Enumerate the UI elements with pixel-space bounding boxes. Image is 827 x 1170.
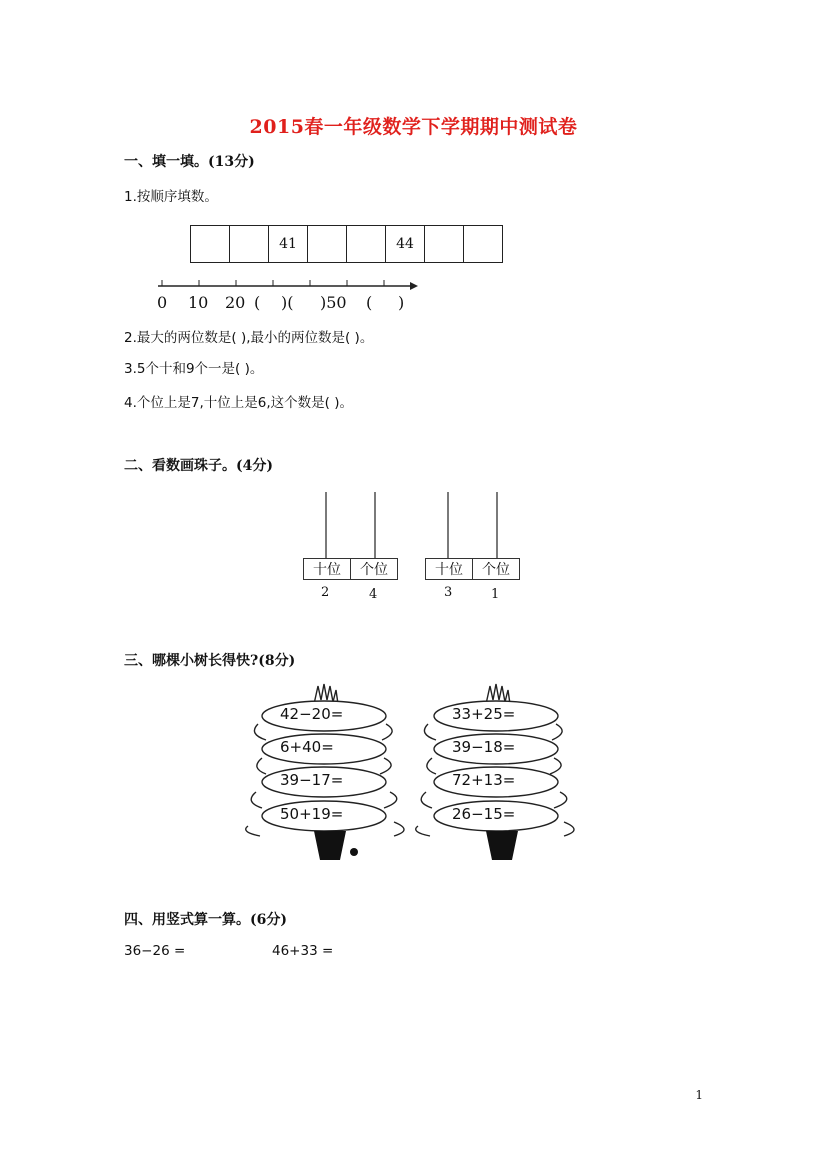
tens-label: 十位 xyxy=(426,559,473,580)
question-1: 1.按顺序填数。 xyxy=(124,189,218,205)
tree-1-expression: 42−20= xyxy=(280,705,344,723)
tree-trunk-icon xyxy=(486,831,518,860)
sequence-box[interactable] xyxy=(191,226,230,263)
number-line xyxy=(140,276,420,316)
sequence-box: 44 xyxy=(386,226,425,263)
tree-1-expression: 50+19= xyxy=(280,805,344,823)
number-line-label: 20 xyxy=(225,293,246,312)
section-3-heading: 三、哪棵小树长得快?(8分) xyxy=(124,653,296,669)
page-title: 2015春一年级数学下学期期中测试卷 xyxy=(249,116,578,138)
tree-1-expression: 39−17= xyxy=(280,771,344,789)
sequence-box[interactable] xyxy=(347,226,386,263)
abacus-2-place-table xyxy=(425,558,520,580)
question-2: 2.最大的两位数是( ),最小的两位数是( )。 xyxy=(124,330,374,346)
number-line-label: ( xyxy=(366,293,373,312)
sequence-box[interactable] xyxy=(230,226,269,263)
number-sequence-grid xyxy=(190,225,503,263)
sequence-box[interactable] xyxy=(425,226,464,263)
number-line-label: ( xyxy=(254,293,261,312)
tree-2-expression: 33+25= xyxy=(452,705,516,723)
sequence-box: 41 xyxy=(269,226,308,263)
number-line-label: 0 xyxy=(157,293,168,312)
question-4: 4.个位上是7,十位上是6,这个数是( )。 xyxy=(124,395,353,411)
number-line-label: )( xyxy=(281,293,294,312)
section-1-heading: 一、填一填。(13分) xyxy=(124,154,255,170)
tens-label: 十位 xyxy=(304,559,351,580)
tree-1-expression: 6+40= xyxy=(280,738,334,756)
abacus-2-ones-digit: 1 xyxy=(491,587,500,602)
number-line-label: )50 xyxy=(320,293,347,312)
abacus-1-place-table xyxy=(303,558,398,580)
number-line-label: 10 xyxy=(188,293,209,312)
number-line-arrow xyxy=(410,282,418,290)
tree-trunk-icon xyxy=(314,831,346,860)
ones-label: 个位 xyxy=(473,559,520,580)
abacus-1-ones-digit: 4 xyxy=(369,587,378,602)
number-line-label: ) xyxy=(398,293,405,312)
abacus-2-tens-digit: 3 xyxy=(444,585,453,600)
tree-2-expression: 26−15= xyxy=(452,805,516,823)
question-3: 3.5个十和9个一是( )。 xyxy=(124,361,264,377)
pebble-icon xyxy=(350,848,358,856)
ones-label: 个位 xyxy=(351,559,398,580)
page-number: 1 xyxy=(695,1088,703,1102)
sequence-box[interactable] xyxy=(308,226,347,263)
tree-2-expression: 39−18= xyxy=(452,738,516,756)
sequence-box[interactable] xyxy=(464,226,503,263)
section-4-heading: 四、用竖式算一算。(6分) xyxy=(124,912,287,928)
vertical-calc-problem: 46+33 = xyxy=(272,943,334,959)
vertical-calc-problem: 36−26 = xyxy=(124,943,186,959)
abacus-1-tens-digit: 2 xyxy=(321,585,330,600)
abacus-rods xyxy=(300,490,530,560)
tree-2-expression: 72+13= xyxy=(452,771,516,789)
section-2-heading: 二、看数画珠子。(4分) xyxy=(124,458,273,474)
